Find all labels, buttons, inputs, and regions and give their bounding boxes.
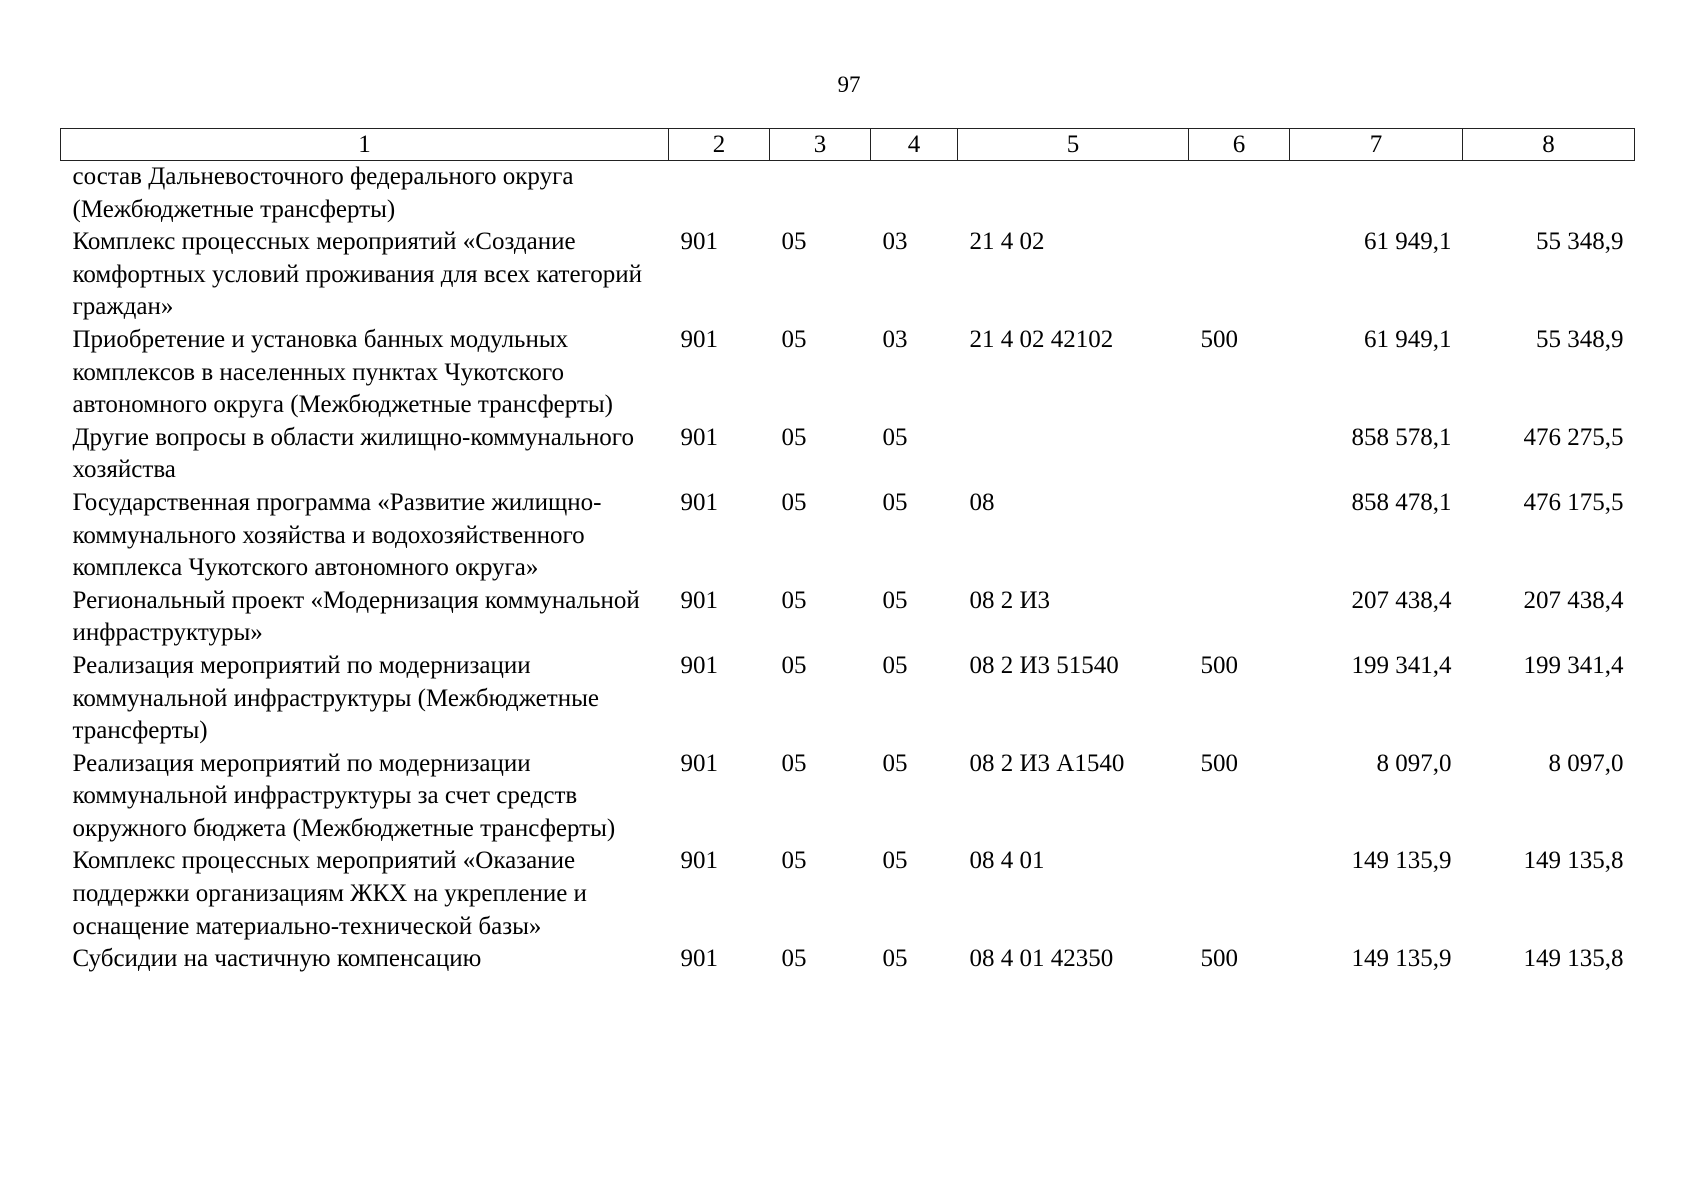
amount-col-8: 55 348,9 [1536,325,1624,353]
ministry-code: 901 [680,586,718,614]
item-name: Реализация мероприятий по модернизации коммунальной инфраструктуры за счет средств окружного бюджета (Межбюджетные трансферты) [72,749,616,842]
expense-type-code [1189,422,1290,487]
subsection-code [871,161,958,227]
expense-type-code: 500 [1200,945,1238,973]
subsection-code: 05 [882,945,908,973]
column-header: 7 [1290,129,1463,161]
amount-col-8: 476 275,5 [1523,423,1624,451]
subsection-code: 05 [882,847,908,875]
subsection-code: 05 [882,651,908,679]
section-code: 05 [781,423,807,451]
column-header: 3 [770,129,871,161]
table-row [61,845,1635,943]
expense-type-code [1189,226,1290,324]
subsection-code: 05 [882,586,908,614]
ministry-code: 901 [680,423,718,451]
table-row [61,585,1635,650]
amount-col-8: 476 175,5 [1523,488,1624,516]
amount-col-7: 858 478,1 [1351,488,1452,516]
item-name: Реализация мероприятий по модернизации коммунальной инфраструктуры (Межбюджетные трансферты) [72,651,599,745]
expense-type-code: 500 [1200,325,1238,353]
subsection-code: 05 [882,488,908,516]
target-article-code: 21 4 02 42102 [969,325,1114,353]
target-article-code [958,161,1189,227]
amount-col-7: 149 135,9 [1351,945,1452,973]
amount-col-8: 207 438,4 [1523,586,1624,614]
ministry-code [669,161,770,227]
amount-col-8: 199 341,4 [1523,651,1624,679]
expense-type-code [1189,487,1290,585]
amount-col-7: 149 135,9 [1351,847,1452,875]
amount-col-7: 8 097,0 [1376,749,1452,777]
table-row [61,226,1635,324]
expense-type-code [1189,585,1290,650]
section-code: 05 [781,325,807,353]
item-name: Субсидии на частичную компенсацию [72,945,482,973]
amount-col-8: 149 135,8 [1523,847,1624,875]
amount-col-7 [1290,161,1463,227]
item-name: Региональный проект «Модернизация коммунальной инфраструктуры» [72,586,640,647]
section-code: 05 [781,749,807,777]
section-code [770,161,871,227]
expense-type-code [1189,161,1290,227]
target-article-code: 21 4 02 [969,228,1045,256]
section-code: 05 [781,847,807,875]
item-name: Приобретение и установка банных модульных комплексов в населенных пунктах Чукотского автономного округа (Межбюджетные трансферты) [72,325,613,419]
table-row [61,161,1635,227]
ministry-code: 901 [680,945,718,973]
amount-col-8: 149 135,8 [1523,945,1624,973]
expense-type-code [1189,845,1290,943]
expense-type-code: 500 [1200,749,1238,777]
subsection-code: 05 [882,423,908,451]
ministry-code: 901 [680,651,718,679]
ministry-code: 901 [680,847,718,875]
item-name: Комплекс процессных мероприятий «Создание комфортных условий проживания для всех категорий граждан» [72,228,642,321]
column-header: 6 [1189,129,1290,161]
ministry-code: 901 [680,749,718,777]
table-row [61,650,1635,748]
amount-col-8: 8 097,0 [1548,749,1624,777]
item-name: Комплекс процессных мероприятий «Оказание поддержки организациям ЖКХ на укрепление и оснащение материально-технической базы» [72,847,587,940]
target-article-code: 08 [969,488,995,516]
target-article-code [958,422,1189,487]
column-header: 2 [669,129,770,161]
amount-col-8: 55 348,9 [1536,228,1624,256]
ministry-code: 901 [680,488,718,516]
amount-col-7: 207 438,4 [1351,586,1452,614]
target-article-code: 08 4 01 42350 [969,945,1114,973]
table-row [61,943,1635,976]
section-code: 05 [781,945,807,973]
ministry-code: 901 [680,325,718,353]
amount-col-8 [1463,161,1635,227]
item-name: состав Дальневосточного федерального округа (Межбюджетные трансферты) [72,163,574,223]
budget-table [60,128,1635,976]
table-row [61,748,1635,846]
column-header: 4 [871,129,958,161]
column-header: 8 [1463,129,1635,161]
table-row [61,324,1635,422]
column-header: 1 [61,129,669,161]
amount-col-7: 61 949,1 [1364,325,1452,353]
amount-col-7: 61 949,1 [1364,228,1452,256]
table-row [61,487,1635,585]
ministry-code: 901 [680,228,718,256]
subsection-code: 03 [882,228,908,256]
amount-col-7: 858 578,1 [1351,423,1452,451]
expense-type-code: 500 [1200,651,1238,679]
column-header: 5 [958,129,1189,161]
section-code: 05 [781,651,807,679]
column-number-row [61,129,1635,161]
item-name: Другие вопросы в области жилищно-коммунального хозяйства [72,423,634,484]
item-name: Государственная программа «Развитие жилищно-коммунального хозяйства и водохозяйственного комплекса Чукотского автономного округа» [72,488,602,582]
target-article-code: 08 2 И3 51540 [969,651,1119,679]
amount-col-7: 199 341,4 [1351,651,1452,679]
subsection-code: 03 [882,325,908,353]
section-code: 05 [781,228,807,256]
target-article-code: 08 4 01 [969,847,1045,875]
target-article-code: 08 2 И3 А1540 [969,749,1125,777]
subsection-code: 05 [882,749,908,777]
section-code: 05 [781,488,807,516]
target-article-code: 08 2 И3 [969,586,1051,614]
table-row [61,422,1635,487]
section-code: 05 [781,586,807,614]
page-number: 97 [837,72,861,97]
